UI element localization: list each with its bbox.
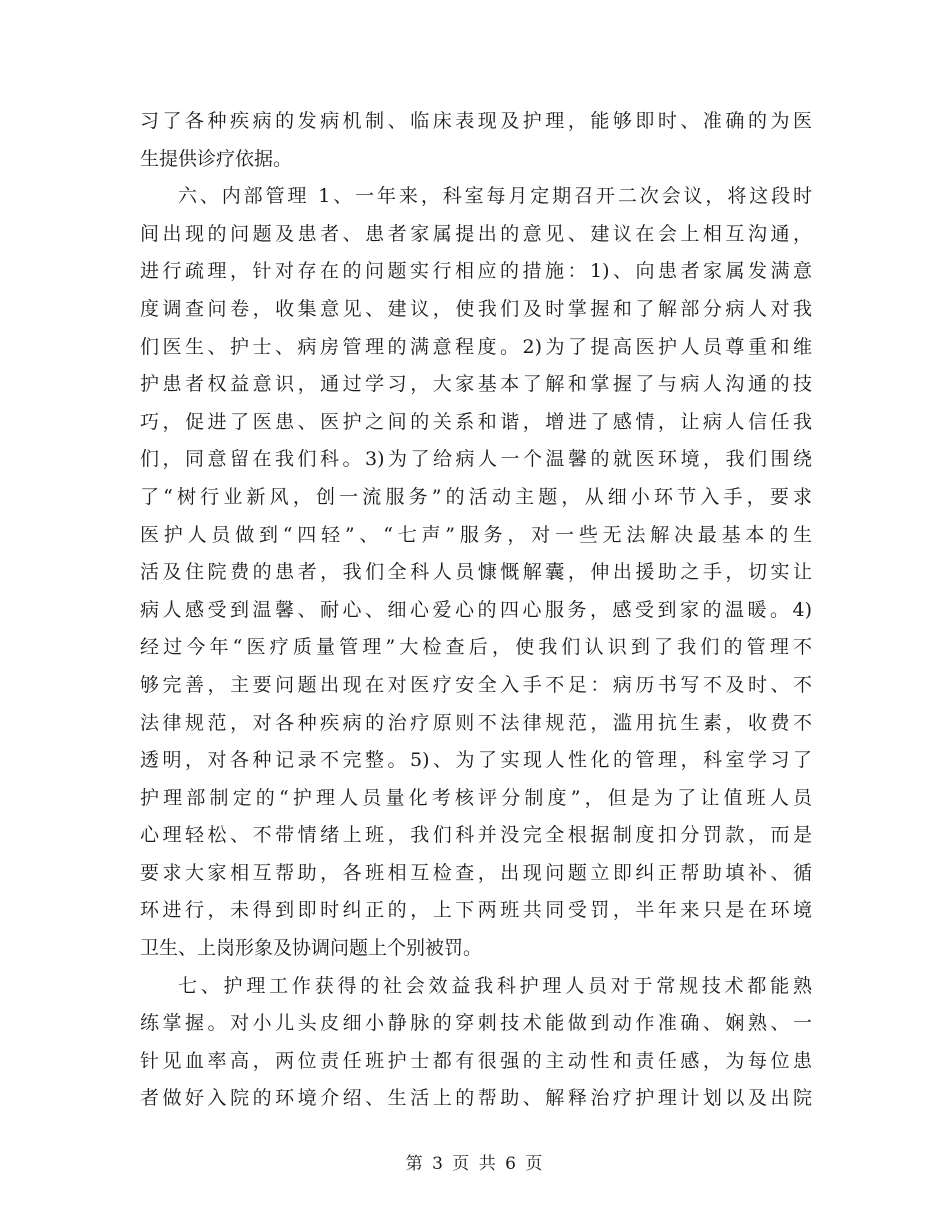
section-heading-line: 六、内部管理 1、一年来，科室每月定期召开二次会议，将这段时: [178, 185, 812, 208]
text-line: 透明，对各种记录不完整。5)、为了实现人性化的管理，科室学习了: [140, 749, 812, 772]
section-heading-line: 七、护理工作获得的社会效益我科护理人员对于常规技术都能熟: [178, 974, 812, 997]
text-line: 针见血率高，两位责任班护士都有很强的主动性和责任感，为每位患: [140, 1049, 812, 1072]
text-line: 们，同意留在我们科。3)为了给病人一个温馨的就医环境，我们围绕: [140, 448, 812, 471]
text-line: 病人感受到温馨、耐心、细心爱心的四心服务，感受到家的温暖。4): [140, 598, 812, 621]
text-line: 医护人员做到“四轻”、“七声”服务，对一些无法解决最基本的生: [140, 523, 812, 546]
text-line: 经过今年“医疗质量管理”大检查后，使我们认识到了我们的管理不: [140, 636, 812, 659]
text-line: 够完善，主要问题出现在对医疗安全入手不足：病历书写不及时、不: [140, 673, 812, 696]
text-line: 要求大家相互帮助，各班相互检查，出现问题立即纠正帮助填补、循: [140, 861, 812, 884]
text-line: 生提供诊疗依据。: [140, 147, 293, 170]
text-line: 活及住院费的患者，我们全科人员慷慨解囊，伸出援助之手，切实让: [140, 561, 812, 584]
text-line: 习了各种疾病的发病机制、临床表现及护理，能够即时、准确的为医: [140, 110, 812, 132]
text-line: 护患者权益意识，通过学习，大家基本了解和掌握了与病人沟通的技: [140, 373, 812, 396]
text-line: 卫生、上岗形象及协调问题上个别被罚。: [140, 937, 483, 960]
page-number-footer: 第 3 页 共 6 页: [405, 1154, 545, 1174]
text-line: 练掌握。对小儿头皮细小静脉的穿刺技术能做到动作准确、娴熟、一: [140, 1012, 812, 1035]
text-line: 者做好入院的环境介绍、生活上的帮助、解释治疗护理计划以及出院: [140, 1087, 812, 1110]
text-line: 护理部制定的“护理人员量化考核评分制度”，但是为了让值班人员: [140, 786, 812, 809]
text-line: 间出现的问题及患者、患者家属提出的意见、建议在会上相互沟通，: [140, 222, 812, 245]
text-line: 们医生、护士、病房管理的满意程度。2)为了提高医护人员尊重和维: [140, 335, 812, 358]
document-body: [140, 103, 812, 1118]
text-line: 进行疏理，针对存在的问题实行相应的措施：1)、向患者家属发满意: [140, 260, 812, 283]
text-line: 环进行，未得到即时纠正的，上下两班共同受罚，半年来只是在环境: [140, 899, 812, 922]
text-line: 了“树行业新风，创一流服务”的活动主题，从细小环节入手，要求: [140, 485, 812, 508]
text-line: 心理轻松、不带情绪上班，我们科并没完全根据制度扣分罚款，而是: [140, 824, 812, 847]
text-line: 巧，促进了医患、医护之间的关系和谐，增进了感情，让病人信任我: [140, 410, 812, 433]
text-line: 度调查问卷，收集意见、建议，使我们及时掌握和了解部分病人对我: [140, 297, 812, 320]
text-line: 法律规范，对各种疾病的治疗原则不法律规范，滥用抗生素，收费不: [140, 711, 812, 734]
